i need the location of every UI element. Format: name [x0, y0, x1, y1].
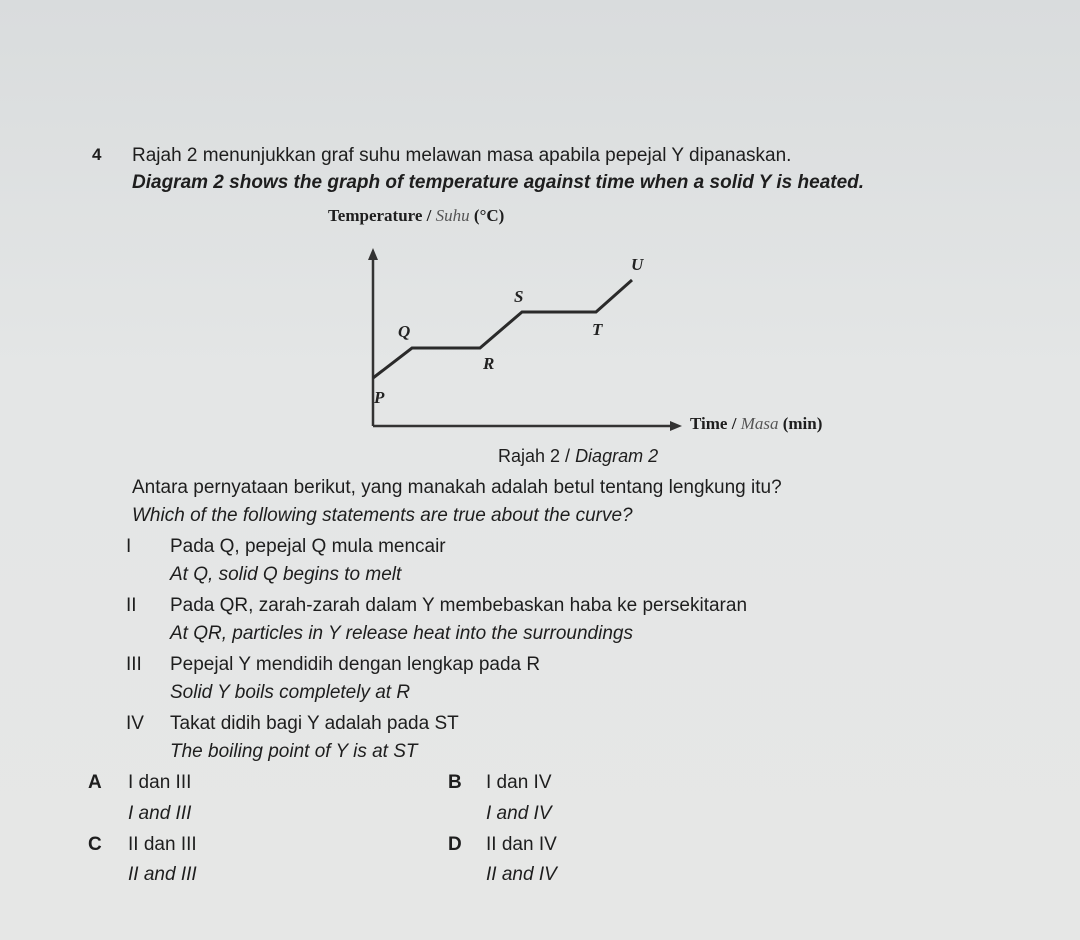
statement-english: The boiling point of Y is at ST: [170, 741, 418, 762]
option-b-english[interactable]: I and IV: [486, 803, 552, 824]
option-c-english[interactable]: II and III: [128, 864, 197, 885]
question-number: 4: [92, 145, 102, 164]
option-b-malay[interactable]: I dan IV: [486, 772, 552, 793]
question-stem-english: Diagram 2 shows the graph of temperature against time when a solid Y is heated.: [132, 172, 865, 193]
option-d-english[interactable]: II and IV: [486, 864, 557, 885]
y-axis-label: Temperature / Suhu (°C): [328, 206, 505, 225]
question-stem-malay: Rajah 2 menunjukkan graf suhu melawan masa apabila pepejal Y dipanaskan.: [132, 145, 792, 166]
x-axis-label: Time / Masa (min): [690, 414, 823, 433]
option-d-letter[interactable]: D: [448, 834, 462, 855]
diagram-caption: Rajah 2 / Diagram 2: [498, 446, 659, 466]
prompt-malay: Antara pernyataan berikut, yang manakah adalah betul tentang lengkung itu?: [132, 477, 782, 498]
statement-malay: Pepejal Y mendidih dengan lengkap pada R: [170, 654, 541, 675]
x-axis-arrow: [670, 421, 682, 431]
statement-numeral: III: [126, 654, 142, 675]
statement-english: Solid Y boils completely at R: [170, 682, 411, 703]
option-a-letter[interactable]: A: [88, 772, 102, 793]
point-label-u: U: [631, 255, 644, 274]
option-c-letter[interactable]: C: [88, 834, 102, 855]
point-label-q: Q: [398, 322, 411, 341]
point-label-r: R: [483, 354, 495, 373]
option-b-letter[interactable]: B: [448, 772, 462, 793]
point-label-p: P: [374, 388, 385, 407]
option-a-malay[interactable]: I dan III: [128, 772, 192, 793]
point-label-s: S: [514, 287, 524, 306]
y-axis-arrow: [368, 248, 378, 260]
statement-english: At QR, particles in Y release heat into the surroundings: [170, 623, 633, 644]
prompt-english: Which of the following statements are true about the curve?: [132, 505, 633, 526]
statement-numeral: II: [126, 595, 137, 616]
option-d-malay[interactable]: II dan IV: [486, 834, 557, 855]
point-label-t: T: [592, 320, 603, 339]
option-a-english[interactable]: I and III: [128, 803, 192, 824]
statement-numeral: I: [126, 536, 132, 557]
statement-malay: Pada Q, pepejal Q mula mencair: [170, 536, 446, 557]
statement-english: At Q, solid Q begins to melt: [170, 564, 402, 585]
statement-malay: Pada QR, zarah-zarah dalam Y membebaskan haba ke persekitaran: [170, 595, 748, 616]
statement-numeral: IV: [126, 713, 144, 734]
option-c-malay[interactable]: II dan III: [128, 834, 197, 855]
temperature-time-graph: [340, 240, 700, 440]
statement-malay: Takat didih bagi Y adalah pada ST: [170, 713, 459, 734]
